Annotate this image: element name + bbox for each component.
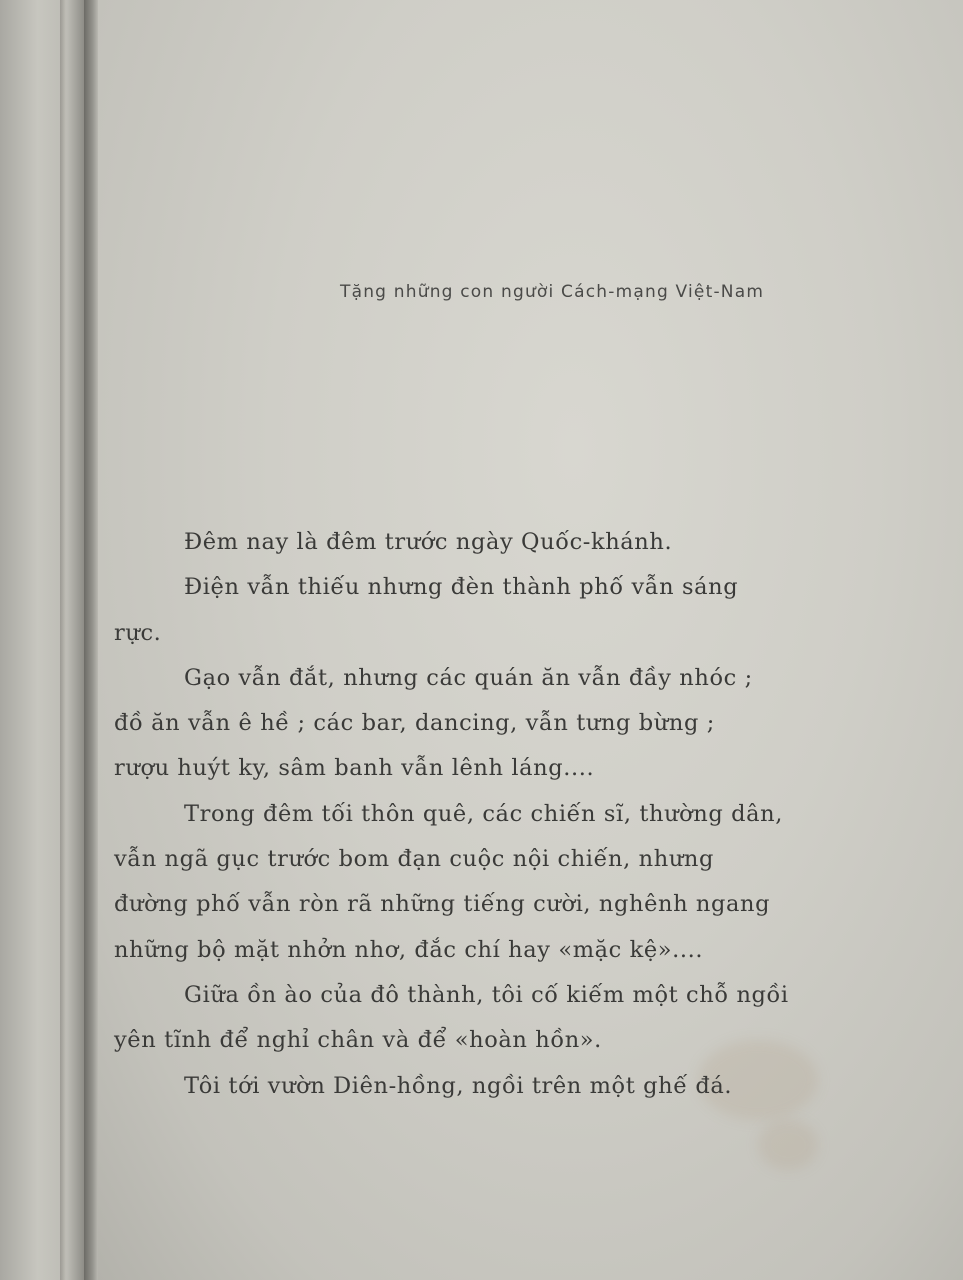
text-line: Gạo vẫn đắt, nhưng các quán ăn vẫn đầy nhóc ; xyxy=(184,664,753,691)
text-line: đường phố vẫn ròn rã những tiếng cười, nghênh ngang xyxy=(114,891,771,918)
book-page xyxy=(98,0,963,1280)
text-line: Điện vẫn thiếu nhưng đèn thành phố vẫn sáng xyxy=(184,574,739,601)
text-line: đồ ăn vẫn ê hề ; các bar, dancing, vẫn tưng bừng ; xyxy=(114,710,715,737)
book-gutter xyxy=(84,0,98,1280)
body-text xyxy=(114,520,834,1109)
paper-stain xyxy=(758,1120,818,1170)
text-line: Giữa ồn ào của đô thành, tôi cố kiếm một chỗ ngồi xyxy=(184,981,789,1008)
facing-page-crease xyxy=(60,0,66,1280)
text-line: Tôi tới vườn Diên-hồng, ngồi trên một ghế đá. xyxy=(184,1072,733,1099)
text-line: Trong đêm tối thôn quê, các chiến sĩ, thường dân, xyxy=(184,800,784,827)
dedication: Tặng những con người Cách-mạng Việt-Nam xyxy=(340,282,765,302)
text-line: rượu huýt ky, sâm banh vẫn lênh láng.... xyxy=(114,755,595,782)
text-line: yên tĩnh để nghỉ chân và để «hoàn hồn». xyxy=(114,1027,602,1054)
text-line: rực. xyxy=(114,619,162,646)
text-line: vẫn ngã gục trước bom đạn cuộc nội chiến, nhưng xyxy=(114,846,715,873)
facing-page-edge xyxy=(0,0,84,1280)
text-line: những bộ mặt nhởn nhơ, đắc chí hay «mặc kệ».... xyxy=(114,936,704,963)
text-line: Đêm nay là đêm trước ngày Quốc-khánh. xyxy=(184,529,673,555)
